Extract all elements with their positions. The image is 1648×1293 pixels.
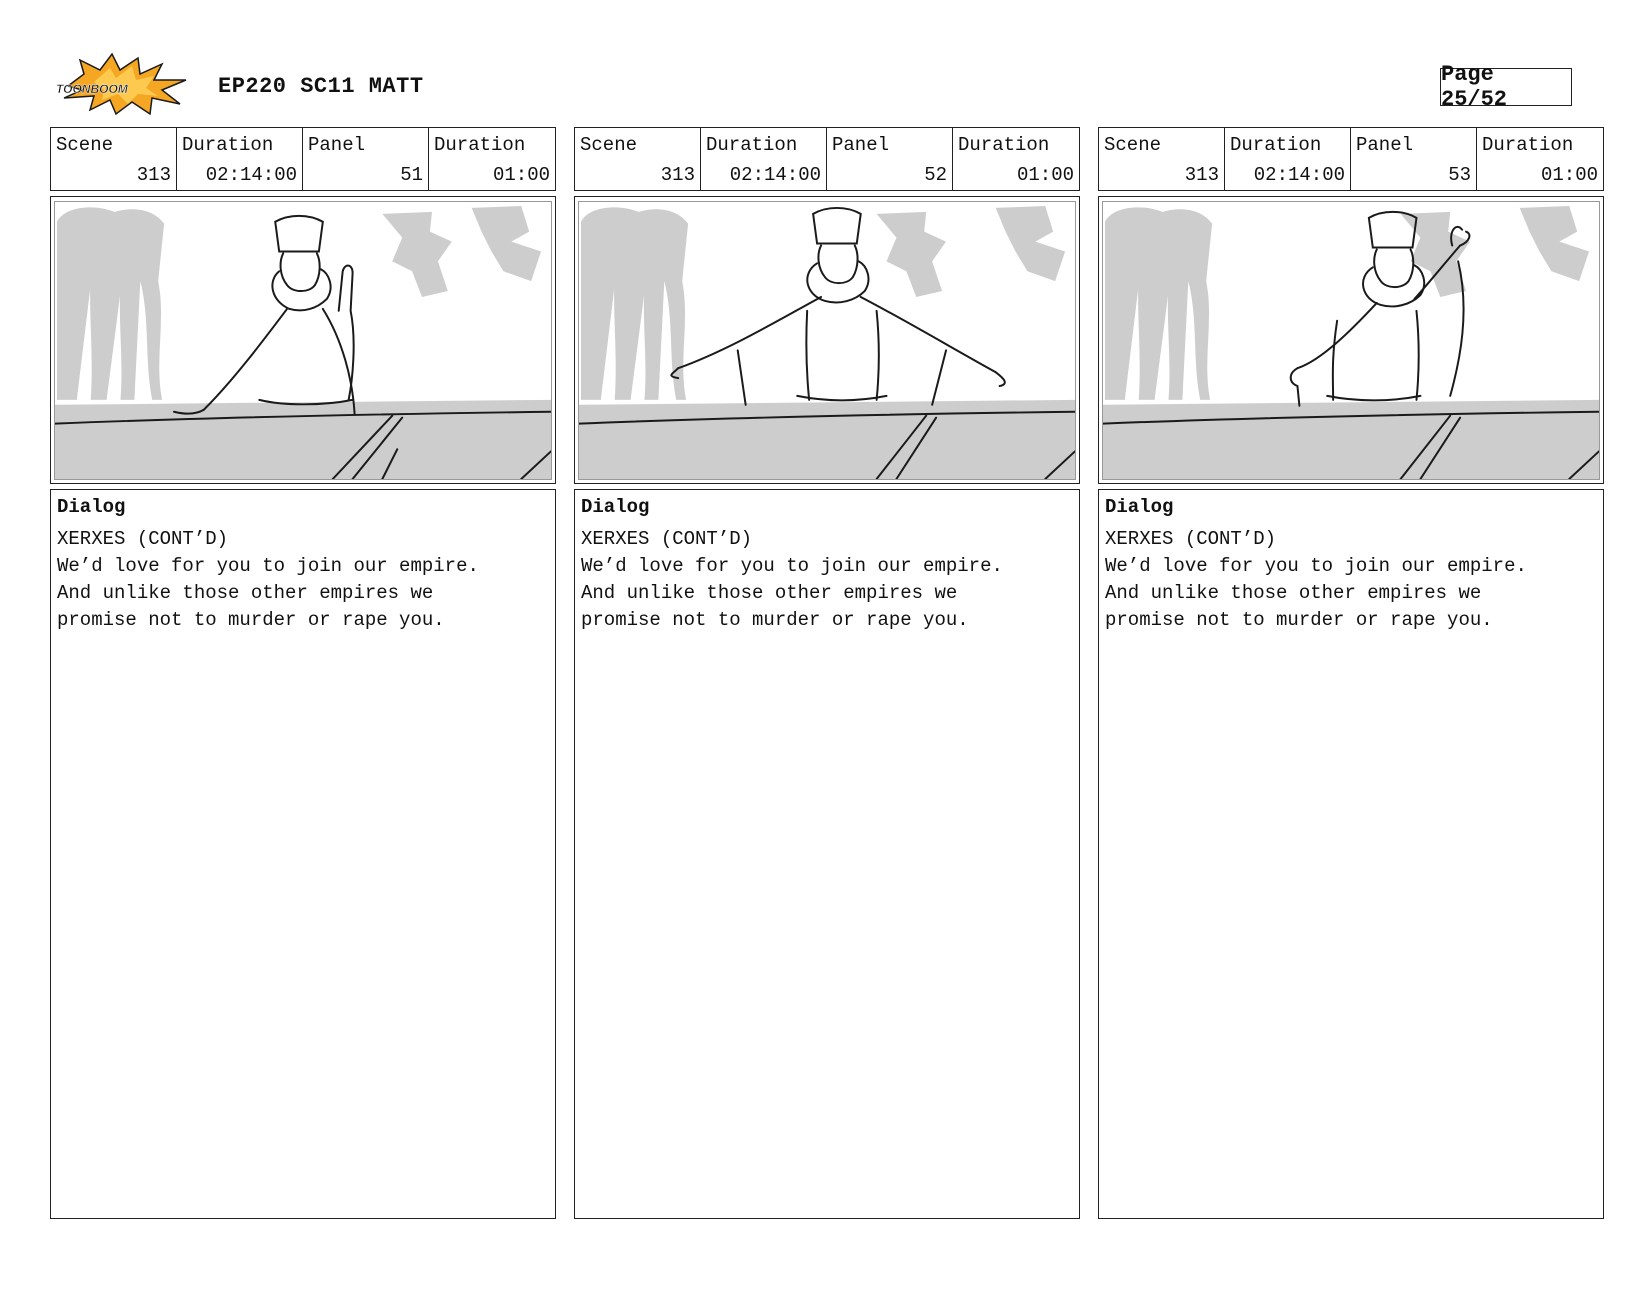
scene-cell (51, 128, 177, 190)
scene-duration-cell (177, 128, 303, 190)
panel-duration-cell (429, 128, 555, 190)
panel-label: Panel (832, 134, 890, 156)
dialog-box (574, 489, 1080, 1219)
scene-duration-cell (701, 128, 827, 190)
dialog-line: promise not to murder or rape you. (581, 609, 969, 631)
panel-info-table (1098, 127, 1604, 191)
panel-info-table (50, 127, 556, 191)
panel-duration: 01:00 (1016, 164, 1074, 186)
panel-cell (1351, 128, 1477, 190)
scene-duration: 02:14:00 (205, 164, 297, 186)
page-number: Page 25/52 (1441, 62, 1508, 112)
panel-duration: 01:00 (1540, 164, 1598, 186)
storyboard-panel-52 (574, 127, 1080, 1219)
dialog-line: We’d love for you to join our empire. (1105, 555, 1527, 577)
dialog-line: XERXES (CONT’D) (581, 528, 753, 550)
dialog-heading: Dialog (1105, 496, 1174, 518)
dialog-line: And unlike those other empires we (57, 582, 434, 604)
dialog-heading: Dialog (57, 496, 126, 518)
dialog-line: And unlike those other empires we (581, 582, 958, 604)
toonboom-logo (54, 52, 196, 116)
scene-duration-label: Duration (1230, 134, 1322, 156)
xerxes-sketch-waving (1103, 202, 1599, 479)
dialog-line: And unlike those other empires we (1105, 582, 1482, 604)
scene-number: 313 (136, 164, 171, 186)
scene-number: 313 (1184, 164, 1219, 186)
scene-duration-label: Duration (706, 134, 798, 156)
svg-text:TOONBOOM: TOONBOOM (56, 82, 128, 96)
dialog-box (1098, 489, 1604, 1219)
dialog-line: promise not to murder or rape you. (57, 609, 445, 631)
document-title: EP220 SC11 MATT (218, 74, 424, 99)
dialog-line: We’d love for you to join our empire. (581, 555, 1003, 577)
xerxes-sketch-arms-open (579, 202, 1075, 479)
panel-cell (303, 128, 429, 190)
panel-duration-label: Duration (434, 134, 526, 156)
dialog-line: We’d love for you to join our empire. (57, 555, 479, 577)
scene-cell (1099, 128, 1225, 190)
scene-duration: 02:14:00 (1253, 164, 1345, 186)
dialog-line: XERXES (CONT’D) (57, 528, 229, 550)
panel-drawing (1098, 196, 1604, 484)
scene-label: Scene (56, 134, 114, 156)
panel-drawing (50, 196, 556, 484)
dialog-box (50, 489, 556, 1219)
panel-duration: 01:00 (492, 164, 550, 186)
scene-duration-cell (1225, 128, 1351, 190)
xerxes-sketch-thumbs-up (55, 202, 551, 479)
scene-duration: 02:14:00 (729, 164, 821, 186)
panel-drawing (574, 196, 1080, 484)
panel-duration-label: Duration (1482, 134, 1574, 156)
scene-duration-label: Duration (182, 134, 274, 156)
scene-cell (575, 128, 701, 190)
panel-info-table (574, 127, 1080, 191)
panel-cell (827, 128, 953, 190)
scene-number: 313 (660, 164, 695, 186)
panel-duration-cell (1477, 128, 1603, 190)
dialog-line: promise not to murder or rape you. (1105, 609, 1493, 631)
storyboard-panel-51 (50, 127, 556, 1219)
panel-duration-label: Duration (958, 134, 1050, 156)
panel-label: Panel (308, 134, 366, 156)
panel-number: 52 (924, 164, 947, 186)
scene-label: Scene (580, 134, 638, 156)
dialog-line: XERXES (CONT’D) (1105, 528, 1277, 550)
panel-number: 51 (400, 164, 423, 186)
storyboard-panel-53 (1098, 127, 1604, 1219)
scene-label: Scene (1104, 134, 1162, 156)
dialog-heading: Dialog (581, 496, 650, 518)
panel-number: 53 (1448, 164, 1471, 186)
panel-duration-cell (953, 128, 1079, 190)
page-indicator (1440, 62, 1572, 112)
panel-label: Panel (1356, 134, 1414, 156)
